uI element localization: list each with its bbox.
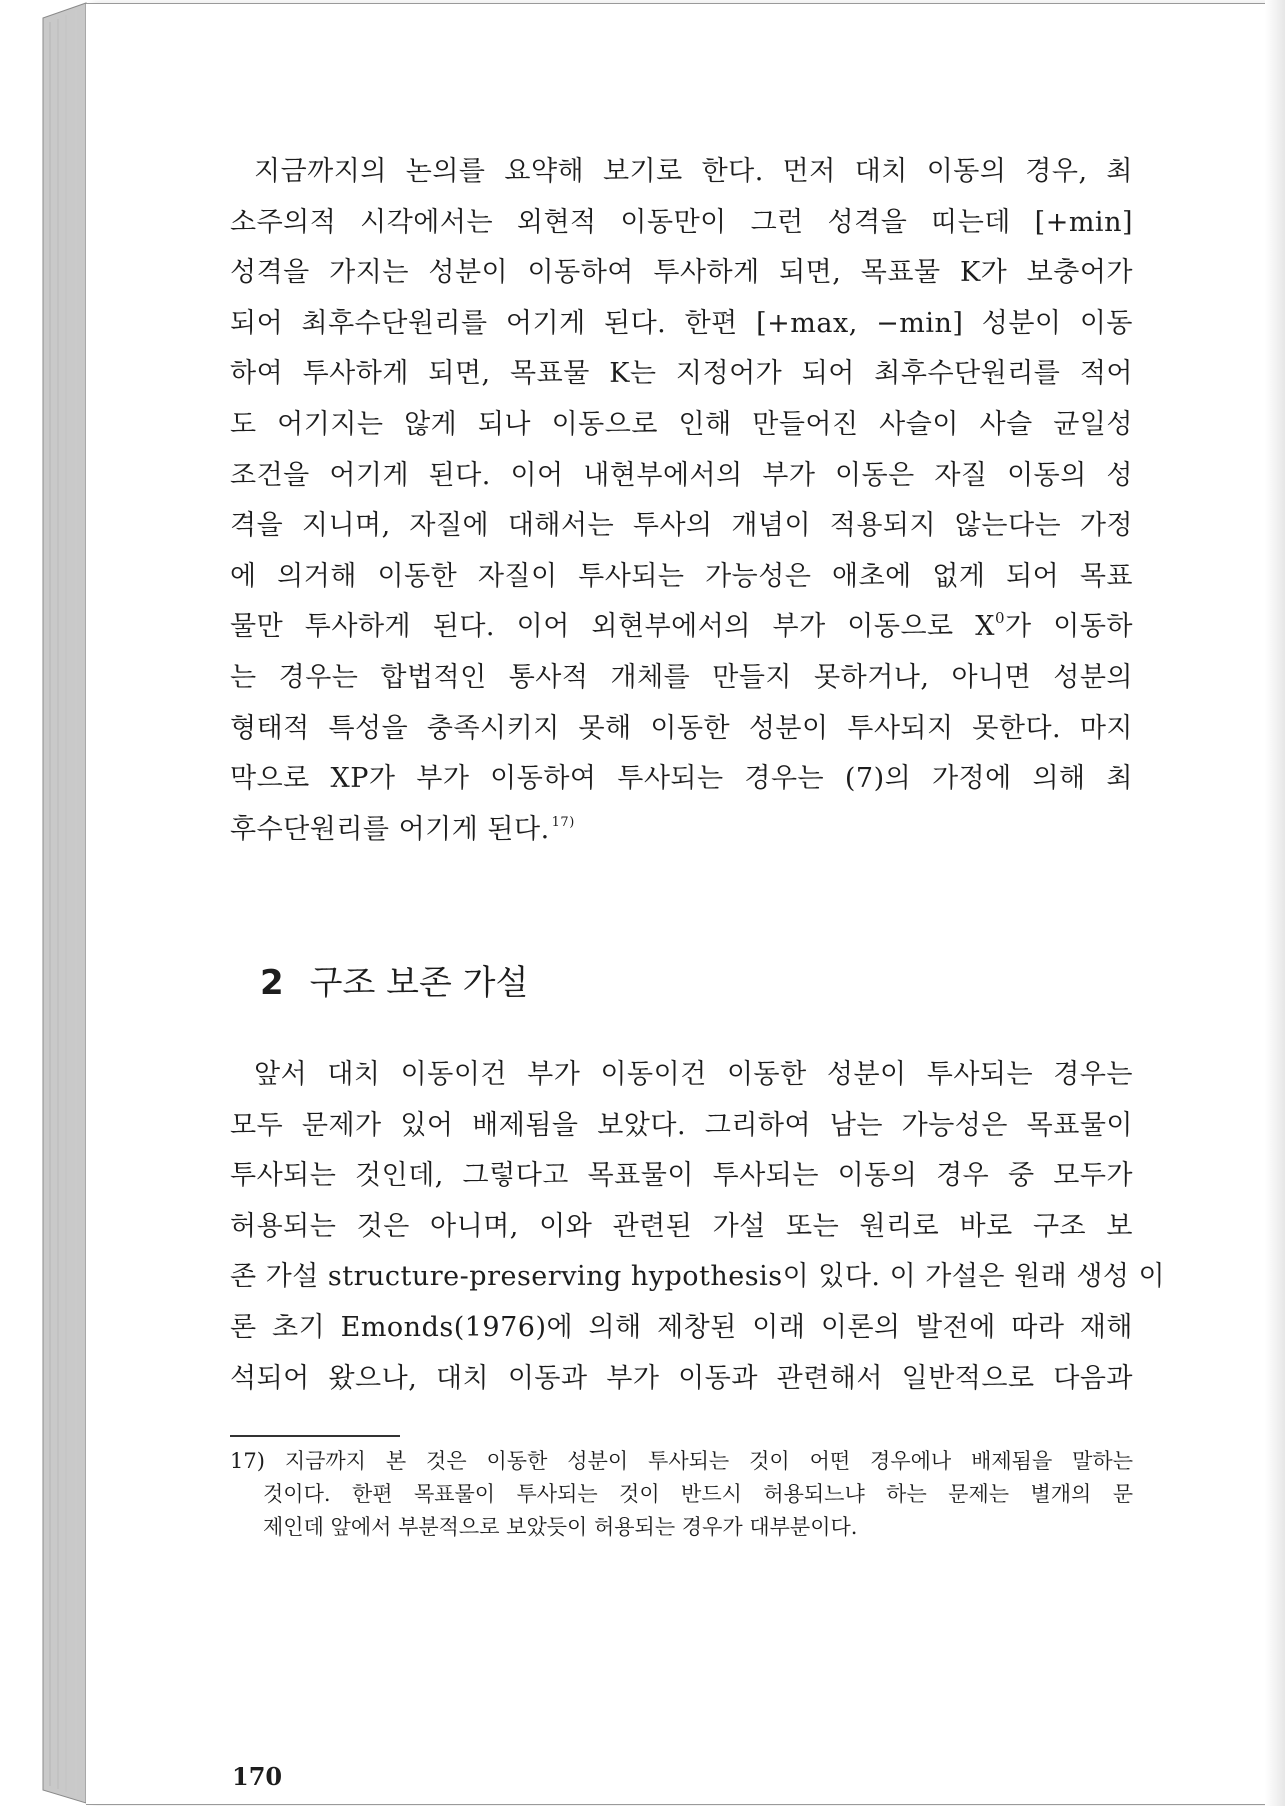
paragraph-line: 투사되는 것인데, 그렇다고 목표물이 투사되는 이동의 경우 중 모두가 — [230, 1160, 1133, 1192]
paragraph-line: 론 초기 Emonds(1976)에 의해 제창된 이래 이론의 발전에 따라 재해 — [230, 1311, 1133, 1343]
footnote-line: 제인데 앞에서 부분적으로 보았듯이 허용되는 경우가 대부분이다. — [263, 1515, 858, 1539]
section-number: 2 — [260, 963, 284, 1003]
page-right-edge — [1265, 0, 1285, 1806]
paragraph-line: 에 의거해 이동한 자질이 투사되는 가능성은 애초에 없게 되어 목표 — [230, 560, 1133, 592]
paragraph-line: 존 가설 structure-preserving hypothesis이 있다. 이 가설은 원래 생성 이 — [230, 1261, 1166, 1293]
paragraph-line: 하여 투사하게 되면, 목표물 K는 지정어가 되어 최후수단원리를 적어 — [230, 358, 1133, 390]
paragraph-line-x0 — [230, 602, 1133, 653]
footnote-line: 17) 지금까지 본 것은 이동한 성분이 투사되는 것이 어떤 경우에나 배제됨을 말하는 — [230, 1449, 1133, 1473]
paragraph-line: 소주의적 시각에서는 외현적 이동만이 그런 성격을 띠는데 [+min] — [230, 206, 1133, 238]
line-text: 후수단원리를 어기게 된다. — [230, 813, 550, 845]
footnote — [230, 1445, 1133, 1544]
paragraph-line: 형태적 특성을 충족시키지 못해 이동한 성분이 투사되지 못한다. 마지 — [230, 712, 1133, 744]
section-heading — [260, 955, 528, 1004]
footnote-divider — [230, 1435, 400, 1437]
paragraph-line: 앞서 대치 이동이건 부가 이동이건 이동한 성분이 투사되는 경우는 — [254, 1059, 1133, 1090]
x-bar-superscript: 0 — [995, 609, 1006, 628]
section-title: 구조 보존 가설 — [309, 963, 529, 1003]
paragraph-line: 는 경우는 합법적인 통사적 개체를 만들지 못하거나, 아니면 성분의 — [230, 661, 1133, 693]
paragraph-line: 지금까지의 논의를 요약해 보기로 한다. 먼저 대치 이동의 경우, 최 — [254, 156, 1133, 187]
paragraph-line: 석되어 왔으나, 대치 이동과 부가 이동과 관련해서 일반적으로 다음과 — [230, 1362, 1133, 1394]
paragraph-line: 허용되는 것은 아니며, 이와 관련된 가설 또는 원리로 바로 구조 보 — [230, 1210, 1133, 1242]
paragraph-line: 모두 문제가 있어 배제됨을 보았다. 그리하여 남는 가능성은 목표물이 — [230, 1109, 1133, 1141]
line-text: 물만 투사하게 된다. 이어 외현부에서의 부가 이동으로 X — [230, 611, 995, 643]
paragraph-line: 격을 지니며, 자질에 대해서는 투사의 개념이 적용되지 않는다는 가정 — [230, 510, 1133, 542]
hypothesis-paragraph — [230, 1050, 1166, 1404]
paragraph-line: 도 어기지는 않게 되나 이동으로 인해 만들어진 사슬이 사슬 균일성 — [230, 408, 1133, 440]
line-text-tail: 가 이동하 — [1005, 611, 1134, 643]
paragraph-line: 조건을 어기게 된다. 이어 내현부에서의 부가 이동은 자질 이동의 성 — [230, 459, 1133, 491]
paragraph-line-last — [230, 805, 1133, 856]
page-content — [230, 147, 1166, 1791]
paragraph-line: 되어 최후수단원리를 어기게 된다. 한편 [+max, −min] 성분이 이동 — [230, 307, 1133, 339]
summary-paragraph — [230, 147, 1133, 855]
footnote-reference[interactable]: 17) — [551, 814, 575, 830]
paragraph-line: 막으로 XP가 부가 이동하여 투사되는 경우는 (7)의 가정에 의해 최 — [230, 763, 1133, 795]
paragraph-line: 성격을 가지는 성분이 이동하여 투사하게 되면, 목표물 K가 보충어가 — [230, 257, 1133, 289]
page-number: 170 — [232, 1762, 283, 1791]
footnote-line: 것이다. 한편 목표물이 투사되는 것이 반드시 허용되느냐 하는 문제는 별개의 문 — [263, 1482, 1133, 1506]
